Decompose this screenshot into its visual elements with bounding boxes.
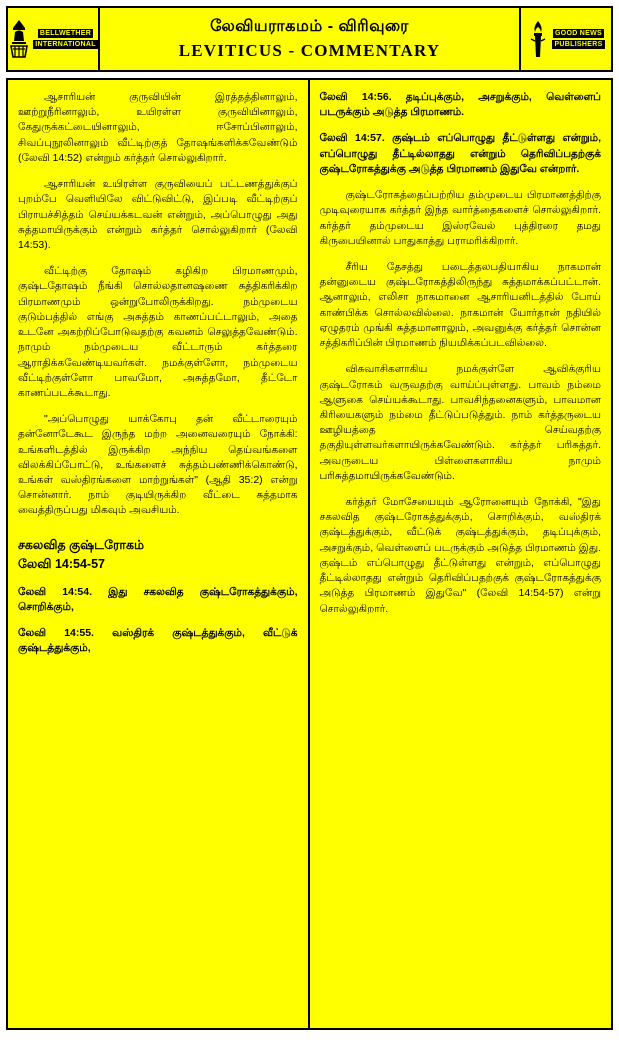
- left-column: [8, 80, 310, 1028]
- bell-tower-icon: [8, 19, 30, 59]
- paragraph: விசுவாசிகளாகிய நமக்குள்ளே ஆவிக்குரிய குஷ்டரோகம் வருவதற்கு வாய்ப்புள்ளது. பாவம் நம்மை ஆளுகை செய்யக்கூடாது. பாவசிந்தனைகளும், பாவமான கிரியைகளும் நம்மை தீட்டுப்படுத்தும். நாம் கர்த்தருடைய ஊழியத்தை செய்வதற்கு தகுதியுள்ளவர்களாயிருக்கவேண்டும். கர்த்தர் பரிசுத்தர். அவருடைய பிள்ளைகளாகிய நாமும் பரிசுத்தமாயிருக்கவேண்டும்.: [319, 363, 601, 482]
- page-title: [100, 8, 519, 70]
- good-news-logo-line2: PUBLISHERS: [554, 41, 603, 48]
- page-header: [6, 6, 613, 72]
- section-heading-line1: சகலவித குஷ்டரோகம்: [18, 537, 145, 552]
- verse-text: லேவி 14:56. தடிப்புக்கும், அசறுக்கும், வெள்ளைப் படருக்கும் அடுத்த பிரமாணம்.: [319, 91, 601, 119]
- bellwether-logo-line1: BELLWETHER: [39, 29, 92, 37]
- good-news-publishers-logo: [519, 8, 611, 70]
- paragraph: ஆசாரியன் உயிரள்ள குருவியைப் பட்டணத்துக்குப் புறம்பே வெளியிலே விட்டுவிட்டு, இப்படி வீட்டிற்குப் பிராயச்சித்தம் செய்யக்கடவன் என்றும், அப்பொழுது அது சுத்தமாயிருக்கும் என்றும் கர்த்தர் சொல்லுகிறார் (லேவி 14:53).: [18, 178, 298, 251]
- verse-text: லேவி 14:55. வஸ்திரக் குஷ்டத்துக்கும், வீட்டுக் குஷ்டத்துக்கும்,: [18, 627, 298, 655]
- section-heading-line2: லேவி 14:54-57: [18, 556, 105, 571]
- paragraph: கர்த்தர் மோசேயையும் ஆரோனையும் நோக்கி, "இது சகலவித குஷ்டரோகத்துக்கும், சொறிக்கும், வஸ்திரக் குஷ்டத்துக்கும், வீட்டுக் குஷ்டத்துக்கும், தடிப்புக்கும், அசறுக்கும், வெள்ளைப் படருக்கும் அடுத்த பிரமாணம் இது. குஷ்டம் எப்பொழுது தீட்டுள்ளது என்றும், எப்பொழுது தீட்டில்லாதது என்றும் தெரிவிப்பதற்குக் குஷ்டரோகத்துக்கு அடுத்த பிரமாணம் இதுவே" (லேவி 14:54-57) என்று சொல்லுகிறார்.: [319, 496, 601, 615]
- paragraph: வீட்டிற்கு தோஷம் கழிகிற பிரமாணமும், குஷ்டதோஷம் நீங்கி சொல்லதானஷணை சுத்திகரிக்கிற பிரமாணமும் ஒன்றுபோலிருக்கிறது. நம்முடைய குடும்பத்தில் எங்கு அசுத்தம் காணப்பட்டாலும், அதை உடனே அகற்றிப்போடுவதற்கு கவனம் செலுத்தவேண்டும். நாமும் நம்முடைய வீட்டாரும் கர்த்தரை ஆராதிக்கவேண்டியவர்கள். நமக்குள்ளோ, நம்முடைய வீட்டிற்குள்ளோ பாவமோ, அசுத்தமோ, தீட்டோ காணப்படக்கூடாது.: [18, 265, 298, 399]
- page-body: [6, 78, 613, 1030]
- paragraph: "அப்பொழுது யாக்கோபு தன் வீட்டாரையும் தன்னோடேகூட இருந்த மற்ற அனைவரையும் நோக்கி: உங்களிடத்தில் இருக்கிற அந்நிய தெய்வங்களை விலக்கிப்போட்டு, உங்களைச் சுத்தம்பண்ணிக்கொண்டு, உங்கள் வஸ்திரங்களை மாற்றுங்கள்" (ஆதி 35:2) என்று சொன்னார். நாம் குடியிருக்கிற வீட்டை சுத்தமாக வைத்திருப்பது மிகவும் அவசியம்.: [18, 413, 298, 517]
- spacer: [18, 530, 298, 538]
- page-title-english: LEVITICUS - COMMENTARY: [178, 41, 441, 60]
- paragraph: சீரிய தேசத்து படைத்தலபதியாகிய நாகமான் தன்னுடைய குஷ்டரோகத்திலிருந்து சுத்தமாக்கப்பட்டான். ஆனாலும், எலிசா நாகமானை ஆசாரியனிடத்தில் போய் காண்பிக்க சொல்லவில்லை. நாகமான் யோர்தான் நதியில் ஏழுதரம் முங்கி சுத்தமானாலும், அவனுக்கு கர்த்தர் சொன்ன சத்திகரிப்பின் பிரமாணம் நியமிக்கப்படவில்லை.: [319, 260, 601, 350]
- bellwether-logo-line2: INTERNATIONAL: [35, 41, 96, 48]
- verse-text: லேவி 14:54. இது சகலவித குஷ்டரோகத்துக்கும், சொறிக்கும்,: [18, 585, 298, 613]
- torch-icon: [527, 19, 549, 59]
- verse-text: லேவி 14:57. குஷ்டம் எப்பொழுது தீட்டுள்ளது என்றும், எப்பொழுது தீட்டில்லாதது என்றும் தெரிவிப்பதற்குக் குஷ்டரோகத்துக்கு அடுத்த பிரமாணம் இதுவே என்றார்.: [319, 132, 601, 175]
- paragraph: குஷ்டரோகத்தைப்பற்றிய தம்முடைய பிரமாணத்திற்கு முடிவுரையாக கர்த்தர் இந்த வார்த்தைகளைச் சொல்லுகிறார். கர்த்தர் தம்முடைய இஸ்ரவேல் புத்திரரை தமது கிருபையினால் பாதுகாத்து பராமரிக்கிறார்.: [319, 189, 601, 247]
- good-news-logo-line1: GOOD NEWS: [554, 29, 603, 37]
- right-column: [310, 80, 612, 1028]
- page-title-tamil: லேவியராகமம் - விரிவுரை: [210, 18, 409, 35]
- bellwether-international-logo: [8, 8, 100, 70]
- paragraph: ஆசாரியன் குருவியின் இரத்தத்தினாலும், ஊற்றுநீரினாலும், உயிரள்ள குருவியினாலும், கேதுருக்கட்டையினாலும், ஈசோப்பினாலும், சிவப்புநூலினாலும் வீட்டிற்குத் தோஷங்களிக்கவேண்டும் (லேவி 14:52) என்றும் கர்த்தர் சொல்லுகிறார்.: [18, 91, 298, 164]
